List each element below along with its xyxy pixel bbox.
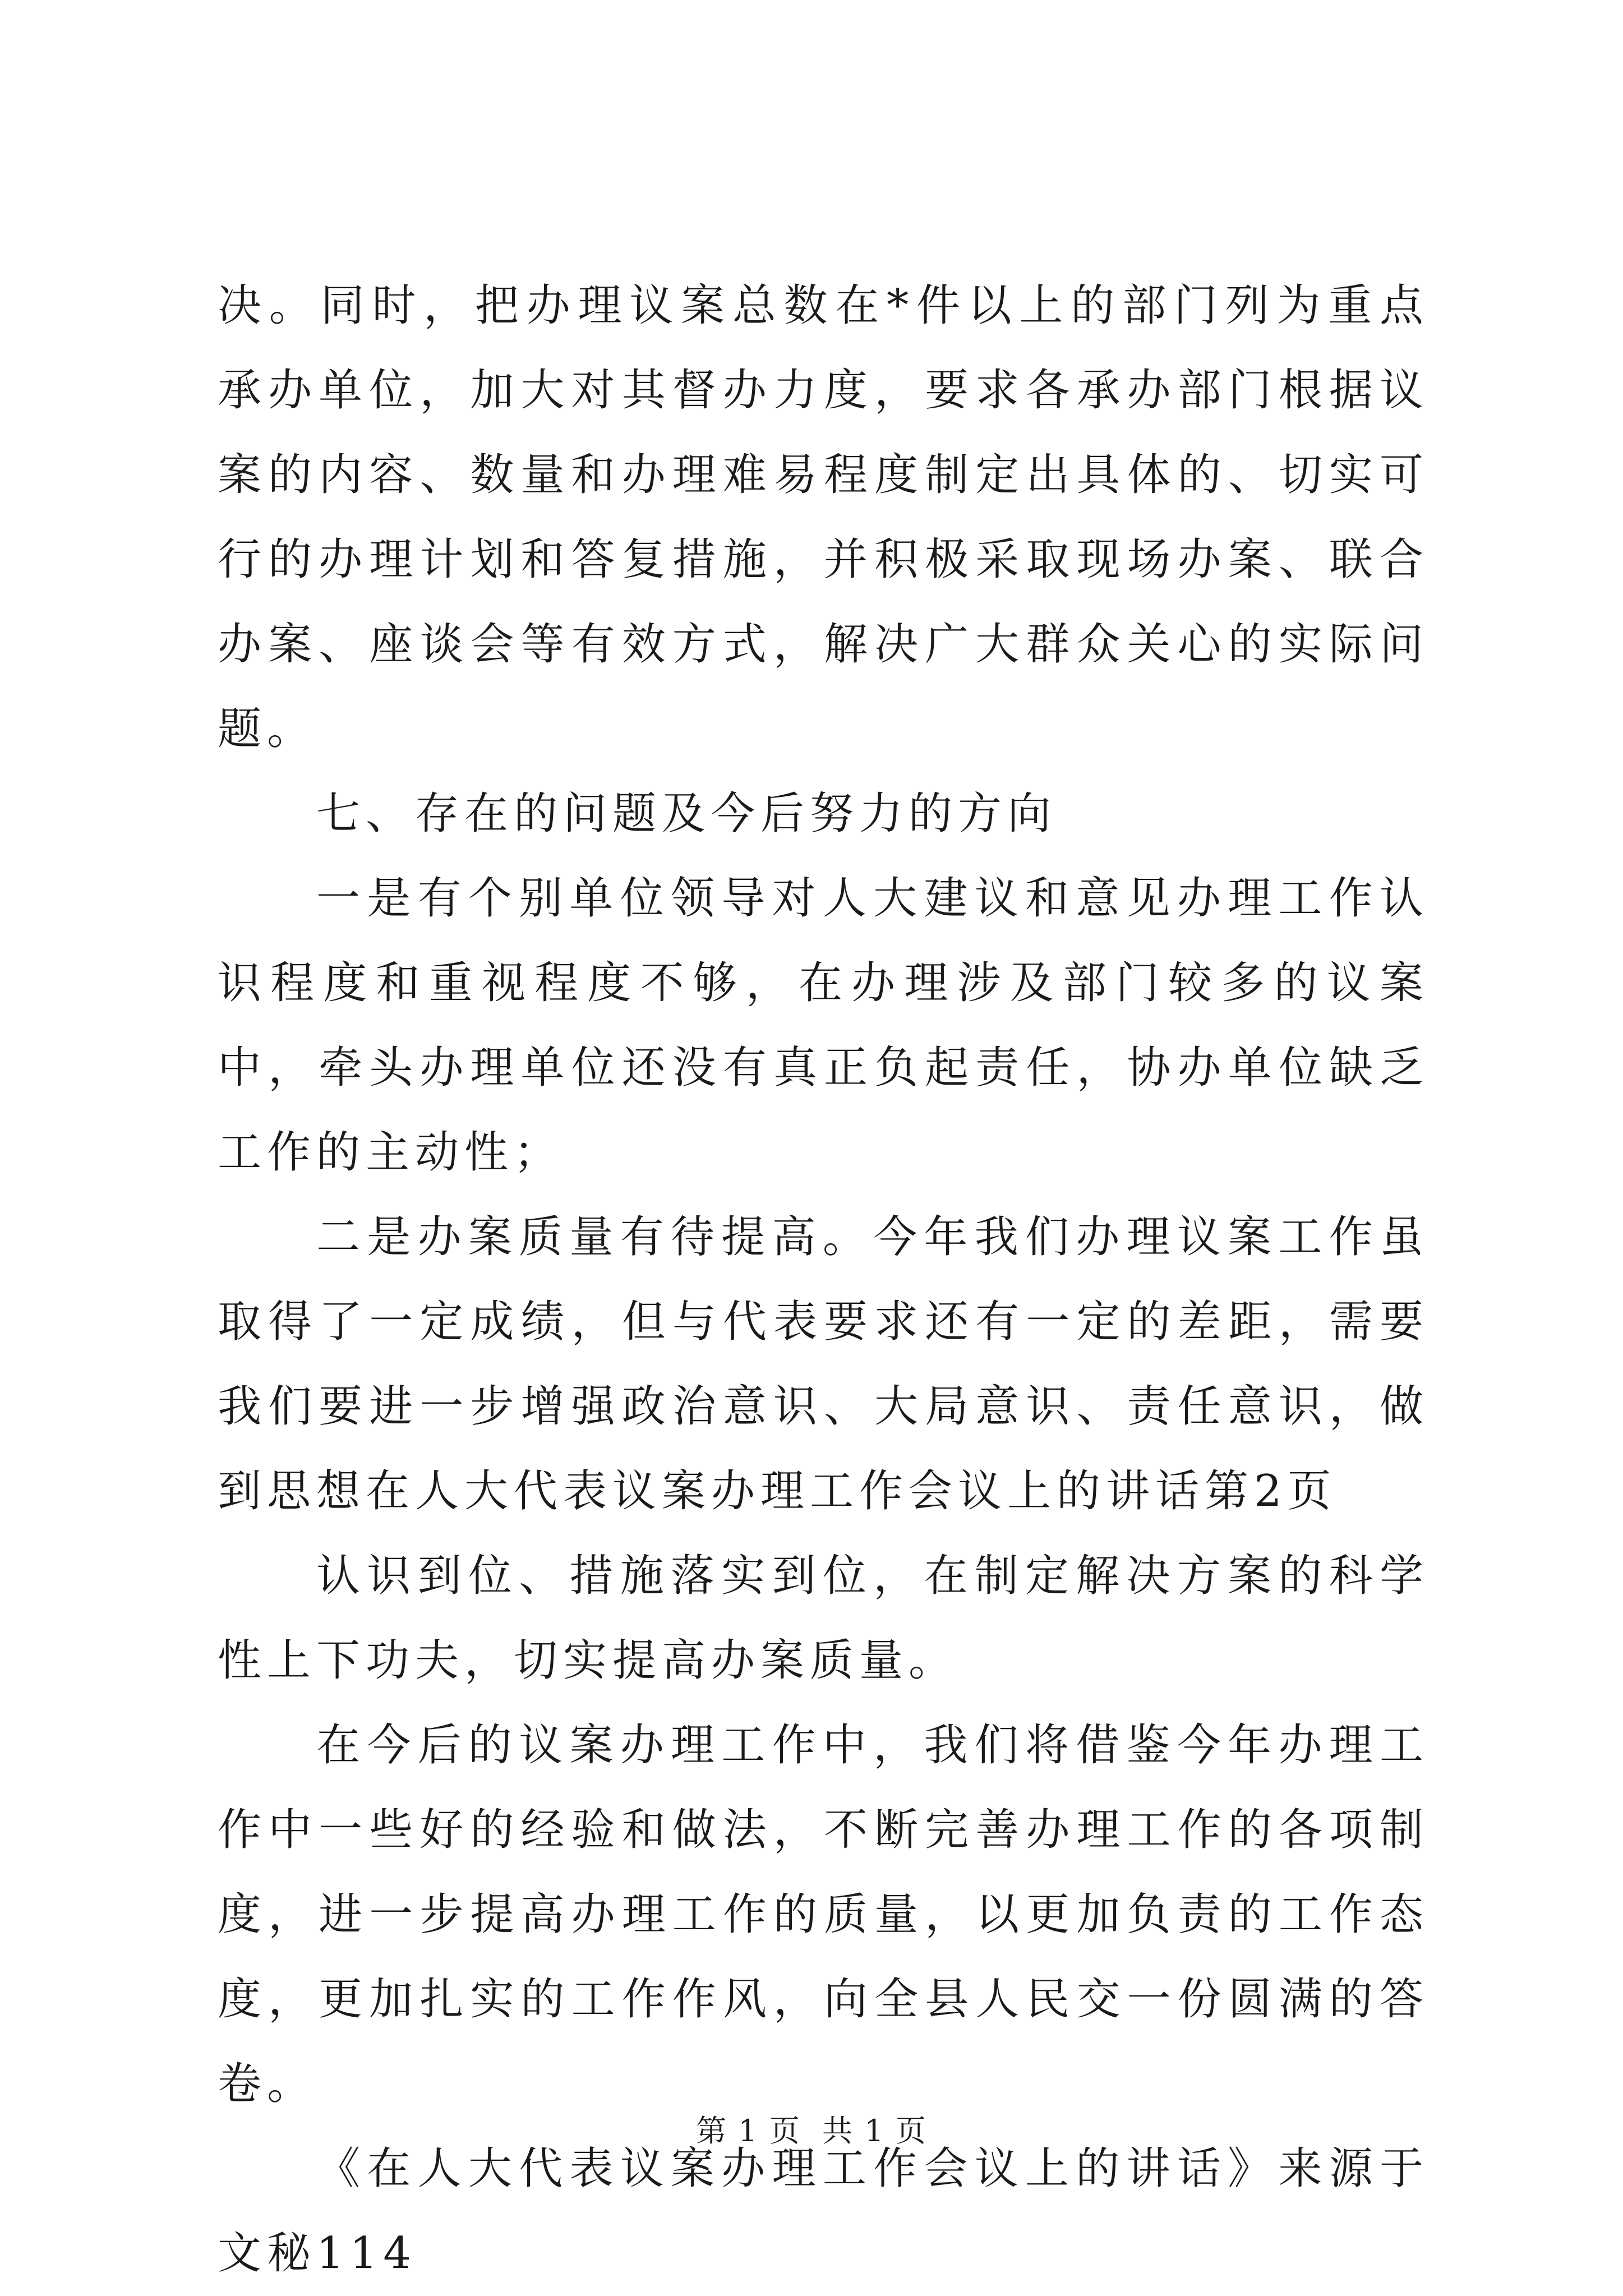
document-body <box>218 264 1429 2296</box>
page-footer <box>0 2109 1623 2154</box>
paragraph-future-work: 在今后的议案办理工作中，我们将借鉴今年办理工作中一些好的经验和做法，不断完善办理工作的各项制度，进一步提高办理工作的质量，以更加负责的工作态度，更加扎实的工作作风，向全县人民交一份圆满的答卷。 <box>218 1720 1429 2109</box>
page-number-label: 第 1 页 共 1 页 <box>696 2113 927 2149</box>
section-heading-seven: 七、存在的问题及今后努力的方向 <box>316 789 1057 839</box>
paragraph-source: 《在人大代表议案办理工作会议上的讲话》来源于文秘114 <box>218 2143 1429 2279</box>
paragraph-problem-two: 二是办案质量有待提高。今年我们办理议案工作虽取得了一定成绩，但与代表要求还有一定的差距，需要我们要进一步增强政治意识、大局意识、责任意识，做到思想在人大代表议案办理工作会议上的讲话第2页 <box>218 1212 1429 1516</box>
paragraph-problem-one: 一是有个别单位领导对人大建议和意见办理工作认识程度和重视程度不够，在办理涉及部门较多的议案中，牵头办理单位还没有真正负起责任，协办单位缺乏工作的主动性； <box>218 873 1429 1178</box>
paragraph-quality: 认识到位、措施落实到位，在制定解决方案的科学性上下功夫，切实提高办案质量。 <box>218 1551 1429 1686</box>
paragraph-continuation: 决。同时，把办理议案总数在*件以上的部门列为重点承办单位，加大对其督办力度，要求各承办部门根据议案的内容、数量和办理难易程度制定出具体的、切实可行的办理计划和答复措施，并积极采取现场办案、联合办案、座谈会等有效方式，解决广大群众关心的实际问题。 <box>218 280 1429 754</box>
